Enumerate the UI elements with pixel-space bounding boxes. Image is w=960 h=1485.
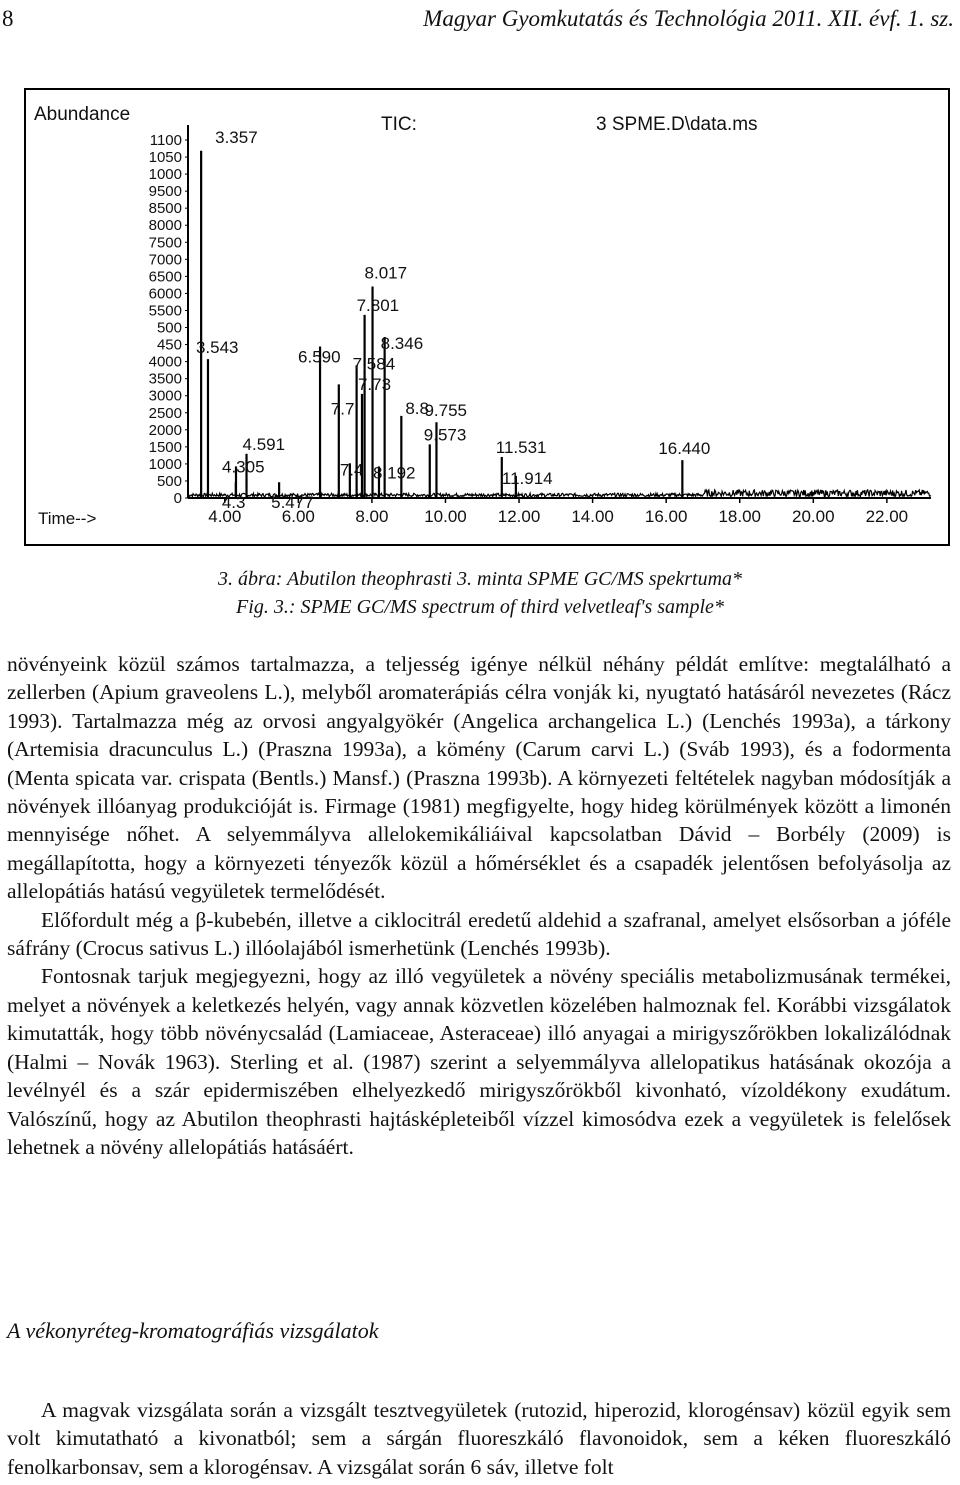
peak-label: 4.3 bbox=[221, 493, 246, 513]
peak-label: 11.531 bbox=[495, 437, 547, 457]
y-tick-label: 8000 bbox=[148, 217, 182, 235]
peak-label: 16.440 bbox=[658, 439, 711, 459]
peak-labels bbox=[196, 128, 710, 512]
gcms-chromatogram-figure bbox=[24, 88, 950, 546]
y-tick-label: 6500 bbox=[148, 268, 182, 286]
x-tick-label: 16.00 bbox=[644, 507, 688, 526]
peak-label: 11.914 bbox=[501, 468, 553, 488]
figure-caption-en: Fig. 3.: SPME GC/MS spectrum of third velvetleaf's sample* bbox=[236, 596, 724, 618]
y-tick-label: 1000 bbox=[148, 455, 182, 473]
paragraph-4: A magvak vizsgálata során a vizsgált tesztvegyületek (rutozid, hiperozid, klorogénsav) közül egyik sem volt kimutatható a kivonatból; sem a sárgán fluoreszkáló flavonoidok, sem a kéken fluoreszkáló fenolkarbonsav, sem a klorogénsav. A vizsgálat során 6 sáv, illetve folt bbox=[7, 1398, 951, 1479]
figure-caption-hu: 3. ábra: Abutilon theophrasti 3. minta SPME GC/MS spekrtuma* bbox=[217, 568, 743, 590]
y-tick-label: 1100 bbox=[149, 132, 182, 149]
y-tick-label: 450 bbox=[156, 336, 182, 354]
peak-label: 8.8 bbox=[405, 398, 429, 418]
peak-label: 7.7 bbox=[330, 399, 355, 419]
peak-label: 7.73 bbox=[357, 374, 392, 394]
x-axis-title: Time--> bbox=[38, 509, 97, 528]
file-label: 3 SPME.D\data.ms bbox=[596, 114, 758, 135]
tail-text bbox=[7, 1396, 951, 1481]
y-axis-title: Abundance bbox=[34, 104, 131, 125]
peak-label: 8.346 bbox=[380, 334, 424, 354]
y-tick-label: 3500 bbox=[148, 370, 182, 388]
peak-label: 4.305 bbox=[222, 457, 265, 477]
y-tick-label: 7000 bbox=[148, 251, 182, 269]
chromatogram-chart bbox=[26, 90, 952, 548]
x-tick-label: 14.00 bbox=[571, 507, 614, 526]
x-tick-label: 18.00 bbox=[718, 507, 762, 526]
y-tick-label: 0 bbox=[173, 490, 182, 507]
peak-label: 7.801 bbox=[356, 295, 400, 315]
y-tick-label: 1000 bbox=[148, 166, 182, 184]
paragraph-1: növényeink közül számos tartalmazza, a teljesség igénye nélkül néhány példát említve: megtalálható a zellerben (Apium graveolens L.), melyből aromaterápiás célra vonják ki, nyugtató hatásáról nevezetes (Rácz 1993). Tartalmazza még az orvosi angyalgyökér (Angelica archangelica L.) (Lenchés 1993a), a tárkony (Artemisia dracunculus L.) (Praszna 1993a), a kömény (Carum carvi L.) (Sváb 1993), és a fodormenta (Menta spicata var. crispata (Bentls.) Mansf.) (Praszna 1993b). A környezeti feltételek nagyban módosítják a növények illóanyag produkcióját is. Firmage (1981) megfigyelte, hogy hideg körülmények között a limonén mennyisége nőhet. A selyemmályva allelokemikáliáival kapcsolatban Dávid – Borbély (2009) is megállapította, hogy a környezeti tényezők közül a hőmérséklet és a csapadék jelentősen befolyásolja az allelopátiás hatású vegyületek termelődését. bbox=[7, 652, 951, 904]
x-tick-label: 10.00 bbox=[424, 507, 467, 526]
tic-label: TIC: bbox=[381, 114, 417, 135]
y-tick-label: 7500 bbox=[148, 234, 182, 252]
peak-label: 3.543 bbox=[195, 338, 239, 358]
chart-axes bbox=[188, 125, 931, 498]
y-tick-label: 3000 bbox=[148, 387, 182, 405]
peak-label: 6.590 bbox=[298, 347, 341, 367]
running-head bbox=[0, 6, 960, 36]
peak-label: 9.573 bbox=[423, 425, 467, 445]
paragraph-3: Fontosnak tarjuk megjegyezni, hogy az illó vegyületek a növény speciális metabolizmusának termékei, melyet a növények a keletkezés helyén, vagy annak közvetlen közelében halmoznak fel. Korábbi vizsgálatok kimutatták, hogy több növénycsalád (Lamiaceae, Asteraceae) illó anyagai a mirigyszőrökben lokalizálódnak (Halmi – Novák 1963). Sterling et al. (1987) szerint a selyemmályva allelopatikus hatásának okozója a levélnyél és a szár epidermiszében elhelyezkedő mirigyszőrökből kivonható, vízoldékony exudátum. Valószínű, hogy az Abutilon theophrasti hajtásképleteiből vízzel kimosódva ezek a vegyületek is felelősek lehetnek a növény allelopátiás hatásáért. bbox=[7, 964, 951, 1159]
peak-label: 4.591 bbox=[242, 434, 286, 454]
x-tick-label: 4.00 bbox=[208, 507, 242, 526]
y-tick-label: 500 bbox=[156, 472, 182, 490]
peak-label: 3.357 bbox=[215, 127, 258, 147]
peak-label: 9.755 bbox=[424, 401, 468, 421]
x-tick-label: 6.00 bbox=[281, 507, 315, 526]
peak-label: 8.017 bbox=[364, 263, 408, 283]
section-title: A vékonyréteg-kromatográfiás vizsgálatok bbox=[7, 1318, 379, 1343]
y-tick-label: 5500 bbox=[148, 302, 182, 320]
main-text bbox=[7, 650, 951, 1161]
y-tick-label: 2000 bbox=[148, 421, 182, 439]
y-tick-label: 500 bbox=[156, 319, 182, 337]
page-number: 8 bbox=[2, 6, 14, 31]
chromatogram-trace bbox=[188, 151, 931, 498]
peak-label: 7.4 bbox=[339, 460, 364, 480]
y-tick-labels bbox=[149, 132, 188, 507]
x-tick-label: 22.00 bbox=[865, 507, 909, 526]
x-tick-label: 20.00 bbox=[792, 507, 835, 526]
y-tick-label: 1050 bbox=[148, 149, 182, 167]
peak-label: 7.584 bbox=[352, 354, 396, 374]
x-tick-label: 8.00 bbox=[355, 507, 389, 526]
y-tick-label: 6000 bbox=[148, 285, 182, 303]
x-tick-label: 12.00 bbox=[497, 507, 541, 526]
y-tick-label: 1500 bbox=[148, 438, 182, 456]
y-tick-label: 4000 bbox=[148, 353, 182, 371]
journal-title: Magyar Gyomkutatás és Technológia 2011. XII. évf. 1. sz. bbox=[423, 6, 954, 31]
y-tick-label: 9500 bbox=[148, 183, 182, 201]
peak-label: 8.192 bbox=[372, 463, 416, 483]
paragraph-2: Előfordult még a β-kubebén, illetve a ciklocitrál eredetű aldehid a szafranal, amelyet elsősorban a jóféle sáfrány (Crocus sativus L.) illóolajából ismerhetünk (Lenchés 1993b). bbox=[7, 907, 951, 961]
peak-label: 5.477 bbox=[271, 493, 314, 513]
y-tick-label: 2500 bbox=[148, 404, 182, 422]
y-tick-label: 8500 bbox=[148, 200, 182, 218]
